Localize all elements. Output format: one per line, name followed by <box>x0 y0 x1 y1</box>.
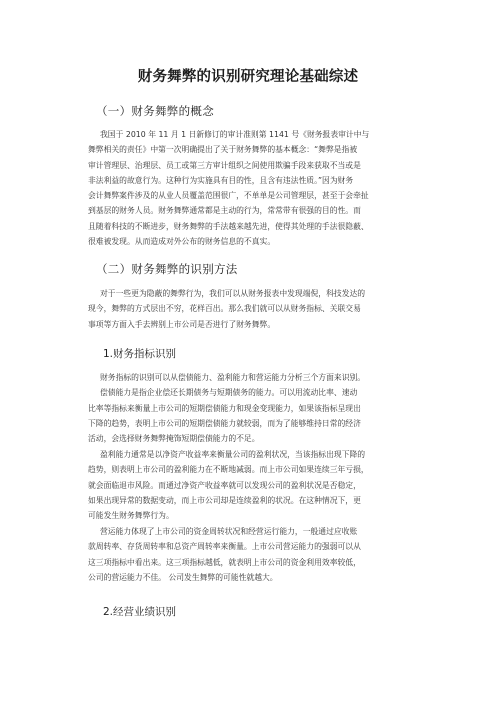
paragraph-line: 如果出现异常的数据变动，而上市公司却是连续盈利的状况。在这种情况下，更 <box>88 495 361 505</box>
paragraph-solvency <box>88 370 430 446</box>
subsection-heading-operating-performance: 2.经营业绩识别 <box>103 606 177 618</box>
paragraph-line: 款周转率、存货周转率和总资产周转率来衡量。上市公司营运能力的强弱可以从 <box>88 542 361 552</box>
paragraph-line: 对于一些更为隐蔽的舞弊行为，我们可以从财务报表中发现端倪，科技发达的 <box>100 289 366 298</box>
section-heading-concept: （一）财务舞弊的概念 <box>96 104 214 118</box>
paragraph-line: 活动，会选择财务舞弊掩饰短期偿债能力的不足。 <box>88 434 260 444</box>
paragraph-line: 趋势，则表明上市公司的盈利能力在不断地减弱。而上市公司如果连续三年亏损， <box>88 465 369 475</box>
paragraph-line: 舞弊相关的责任》中第一次明确提出了关于财务舞弊的基本概念：“舞弊是指被 <box>88 145 358 155</box>
paragraph-line: 就会面临退市风险。而通过净资产收益率就可以发现公司的盈利状况是否稳定， <box>88 480 361 490</box>
paragraph-line: 到基层的财务人员。财务舞弊通常都是主动的行为，常常带有很强的目的性。而 <box>88 206 361 216</box>
paragraph-profitability <box>88 447 430 523</box>
paragraph-methods <box>88 286 430 332</box>
paragraph-line: 我国于 2010 年 11 月 1 日新修订的审计准则第 1141 号《财务报表审计中与 <box>100 130 370 139</box>
paragraph-line: 盈利能力通常是以净资产收益率来衡量公司的盈利状况，当该指标出现下降的 <box>100 450 366 459</box>
paragraph-line: 事项等方面入手去辨别上市公司是否进行了财务舞弊。 <box>88 319 276 329</box>
paragraph-line: 会计舞弊案件涉及的从业人员覆盖范围很广，不单单是公司管理层，甚至于会牵扯 <box>88 191 369 201</box>
paragraph-line: 非法利益的故意行为。这种行为实施具有目的性，且含有违法性质。”因为财务 <box>88 175 354 185</box>
paragraph-line: 公司的营运能力不佳。 公司发生舞弊的可能性就越大。 <box>88 572 278 582</box>
paragraph-line: 营运能力体现了上市公司的资金周转状况和经营运行能力，一般通过应收账 <box>100 527 358 536</box>
paragraph-line: 偿债能力是指企业偿还长期债务与短期债务的能力。可以用流动比率、速动 <box>100 388 358 398</box>
document-title: 财务舞弊的识别研究理论基础综述 <box>137 69 359 85</box>
paragraph-line: 下降的趋势，表明上市公司的短期偿债能力就较弱，而为了能够维持日常的经济 <box>88 418 361 428</box>
paragraph-line: 这三项指标中看出来。这三项指标越低，就表明上市公司的资金利用效率较低， <box>88 557 361 567</box>
paragraph-line: 且随着科技的不断进步，财务舞弊的手法越来越先进，使得其处理的手法很隐蔽、 <box>88 221 369 231</box>
paragraph-line: 比率等指标来衡量上市公司的短期偿债能力和现金变现能力，如果该指标呈现出 <box>88 403 361 413</box>
paragraph-line: 现今，舞弊的方式层出不穷，花样百出。那么我们就可以从财务指标、关联交易 <box>88 304 361 314</box>
paragraph-operating-capability <box>88 524 430 585</box>
paragraph-line: 审计管理层、治理层、员工或第三方审计组织之间使用欺骗手段来获取不当或是 <box>88 160 361 170</box>
paragraph-line: 很难被发现。从而造成对外公布的财务信息的不真实。 <box>88 237 276 247</box>
paragraph-line: 可能发生财务舞弊行为。 <box>88 511 174 521</box>
subsection-heading-financial-indicators: 1.财务指标识别 <box>103 348 177 360</box>
section-heading-methods: （二）财务舞弊的识别方法 <box>96 262 238 276</box>
paragraph-line: 财务指标的识别可以从偿债能力、盈利能力和营运能力分析三个方面来识别。 <box>100 373 366 382</box>
paragraph-concept <box>88 127 430 249</box>
